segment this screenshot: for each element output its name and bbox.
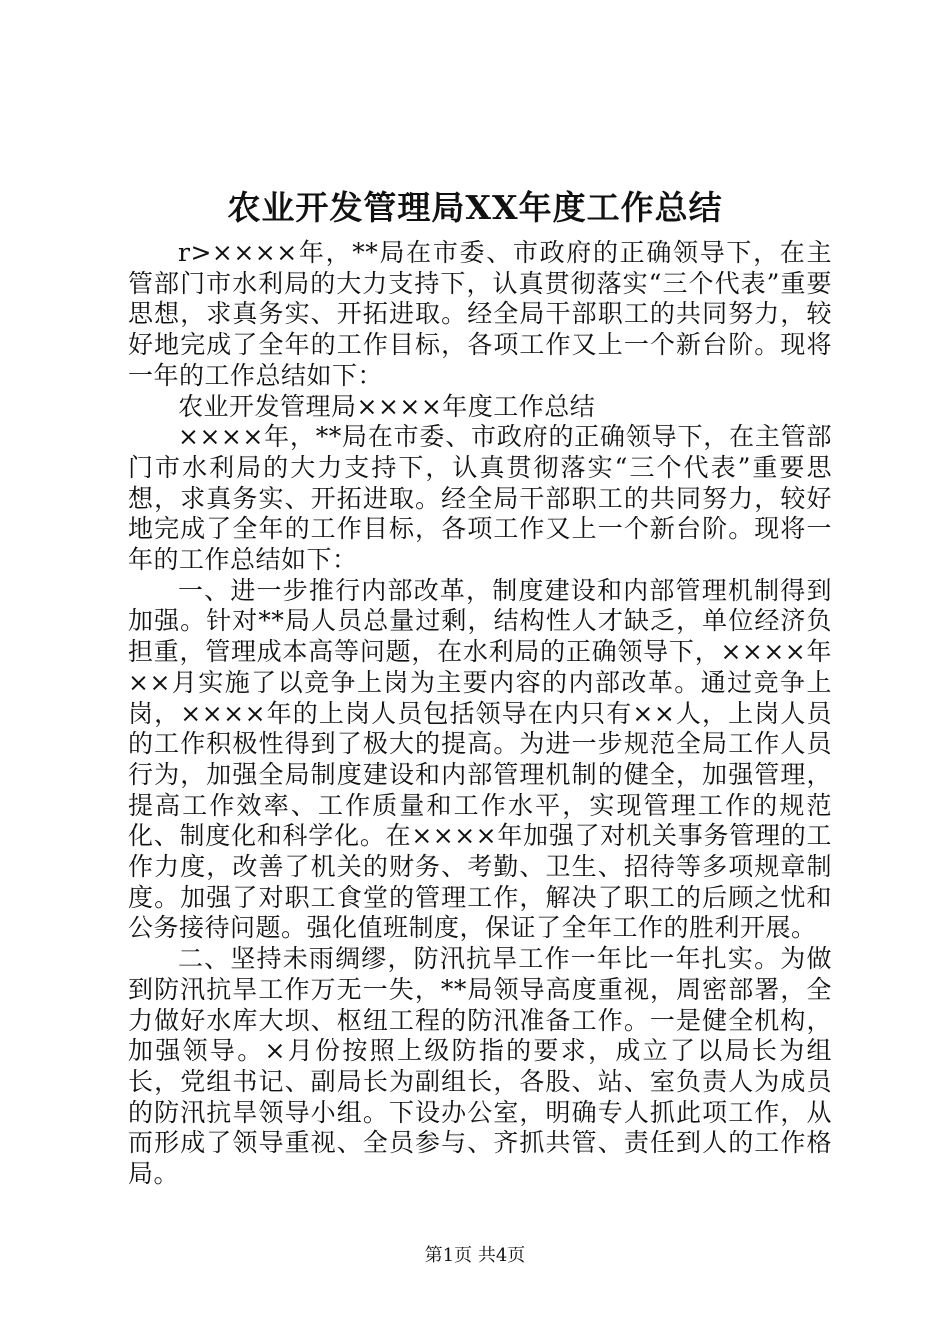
- document-title: 农业开发管理局XX年度工作总结: [227, 188, 723, 227]
- paragraph-summary: ××××年，**局在市委、市政府的正确领导下，在主管部门市水利局的大力支持下，认真贯彻落实“三个代表”重要思想，求真务实、开拓进取。经全局干部职工的共同努力，较好地完成了全年的工作目标，各项工作又上一个新台阶。现将一年的工作总结如下：: [128, 422, 832, 575]
- document-body: [128, 238, 832, 1190]
- page-number-footer: 第1页 共4页: [424, 1245, 526, 1266]
- paragraph-intro: r>××××年，**局在市委、市政府的正确领导下，在主管部门市水利局的大力支持下，认真贯彻落实“三个代表”重要思想，求真务实、开拓进取。经全局干部职工的共同努力，较好地完成了全年的工作目标，各项工作又上一个新台阶。现将一年的工作总结如下：: [128, 238, 832, 390]
- paragraph-section-1: 一、进一步推行内部改革，制度建设和内部管理机制得到加强。针对**局人员总量过剩，结构性人才缺乏，单位经济负担重，管理成本高等问题，在水利局的正确领导下，××××年××月实施了以竞争上岗为主要内容的内部改革。通过竞争上岗，××××年的上岗人员包括领导在内只有××人，上岗人员的工作积极性得到了极大的提高。为进一步规范全局工作人员行为，加强全局制度建设和内部管理机制的健全，加强管理，提高工作效率、工作质量和工作水平，实现管理工作的规范化、制度化和科学化。在××××年加强了对机关事务管理的工作力度，改善了机关的财务、考勤、卫生、招待等多项规章制度。加强了对职工食堂的管理工作，解决了职工的后顾之忧和公务接待问题。强化值班制度，保证了全年工作的胜利开展。: [128, 575, 832, 943]
- paragraph-section-2: 二、坚持未雨绸缪，防汛抗旱工作一年比一年扎实。为做到防汛抗旱工作万无一失，**局领导高度重视，周密部署，全力做好水库大坝、枢纽工程的防汛准备工作。一是健全机构，加强领导。×月份按照上级防指的要求，成立了以局长为组长，党组书记、副局长为副组长，各股、站、室负责人为成员的防汛抗旱领导小组。下设办公室，明确专人抓此项工作，从而形成了领导重视、全员参与、齐抓共管、责任到人的工作格局。: [128, 944, 832, 1189]
- paragraph-subtitle: 农业开发管理局××××年度工作总结: [178, 391, 596, 421]
